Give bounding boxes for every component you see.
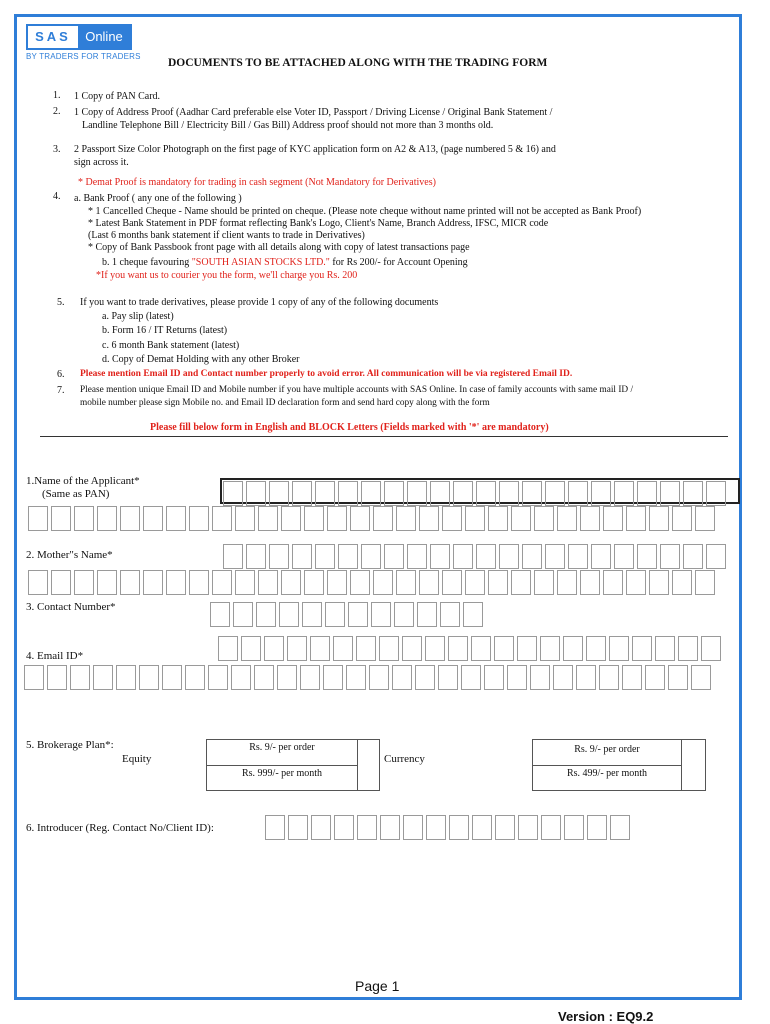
char-box[interactable]: [626, 570, 646, 595]
char-box[interactable]: [93, 665, 113, 690]
char-box[interactable]: [338, 544, 358, 569]
currency-plan-box: [532, 739, 706, 791]
char-box[interactable]: [384, 544, 404, 569]
char-box[interactable]: [120, 506, 140, 531]
char-box[interactable]: [660, 544, 680, 569]
char-box[interactable]: [369, 665, 389, 690]
char-box[interactable]: [269, 544, 289, 569]
char-box[interactable]: [511, 506, 531, 531]
doc-item-6: Please mention Email ID and Contact number properly to avoid error. All communication will be via registered Email ID.: [80, 369, 573, 379]
char-box[interactable]: [426, 815, 446, 840]
char-box[interactable]: [162, 665, 182, 690]
char-box[interactable]: [246, 481, 266, 506]
char-box[interactable]: [530, 665, 550, 690]
logo-online-text: Online: [78, 26, 130, 48]
char-box[interactable]: [264, 636, 284, 661]
mother-name-row2[interactable]: [28, 570, 718, 595]
form-version: Version : EQ9.2: [558, 1009, 654, 1024]
email-label: 4. Email ID*: [26, 650, 84, 662]
char-box[interactable]: [279, 602, 299, 627]
fill-instructions: Please fill below form in English and BLOCK Letters (Fields marked with '*' are mandatory): [150, 422, 549, 433]
char-box[interactable]: [511, 570, 531, 595]
char-box[interactable]: [534, 570, 554, 595]
char-box[interactable]: [28, 570, 48, 595]
char-box[interactable]: [557, 506, 577, 531]
char-box[interactable]: [407, 481, 427, 506]
char-box[interactable]: [218, 636, 238, 661]
char-box[interactable]: [258, 570, 278, 595]
char-box[interactable]: [315, 544, 335, 569]
char-box[interactable]: [603, 506, 623, 531]
char-box[interactable]: [120, 570, 140, 595]
char-box[interactable]: [472, 815, 492, 840]
char-box[interactable]: [325, 602, 345, 627]
char-box[interactable]: [380, 815, 400, 840]
doc-item-2-line1: 1 Copy of Address Proof (Aadhar Card preferable else Voter ID, Passport / Driving License / Original Bank Statement /: [74, 107, 553, 118]
char-box[interactable]: [672, 570, 692, 595]
char-box[interactable]: [47, 665, 67, 690]
char-box[interactable]: [223, 481, 243, 506]
divider: [40, 436, 728, 437]
doc-item-7-line2: mobile number please sign Mobile no. and Email ID declaration form and send hard copy along with the form: [80, 398, 490, 408]
char-box[interactable]: [348, 602, 368, 627]
cheque-payee: "SOUTH ASIAN STOCKS LTD.": [191, 257, 330, 268]
demat-proof-note: * Demat Proof is mandatory for trading in cash segment (Not Mandatory for Derivatives): [78, 177, 436, 188]
item-number: 6.: [57, 369, 65, 380]
equity-per-month-option[interactable]: Rs. 999/- per month: [242, 768, 322, 779]
mother-name-row1[interactable]: [223, 544, 729, 569]
char-box[interactable]: [649, 506, 669, 531]
char-box[interactable]: [576, 665, 596, 690]
char-box[interactable]: [223, 544, 243, 569]
char-box[interactable]: [660, 481, 680, 506]
char-box[interactable]: [678, 636, 698, 661]
char-box[interactable]: [28, 506, 48, 531]
char-box[interactable]: [361, 481, 381, 506]
char-box[interactable]: [189, 570, 209, 595]
char-box[interactable]: [292, 481, 312, 506]
doc-item-4-cheque: * 1 Cancelled Cheque - Name should be printed on cheque. (Please note cheque without name printed will not be accepted as Bank Proof): [88, 206, 642, 217]
char-box[interactable]: [461, 665, 481, 690]
currency-label: Currency: [384, 753, 425, 765]
char-box[interactable]: [235, 506, 255, 531]
char-box[interactable]: [440, 602, 460, 627]
char-box[interactable]: [379, 636, 399, 661]
char-box[interactable]: [417, 602, 437, 627]
char-box[interactable]: [396, 506, 416, 531]
char-box[interactable]: [415, 665, 435, 690]
char-box[interactable]: [534, 506, 554, 531]
email-row1[interactable]: [218, 636, 724, 661]
char-box[interactable]: [139, 665, 159, 690]
char-box[interactable]: [97, 570, 117, 595]
char-box[interactable]: [333, 636, 353, 661]
doc-item-5b: b. Form 16 / IT Returns (latest): [102, 325, 228, 336]
char-box[interactable]: [580, 570, 600, 595]
char-box[interactable]: [701, 636, 721, 661]
char-box[interactable]: [302, 602, 322, 627]
doc-item-5: If you want to trade derivatives, please provide 1 copy of any of the following documents: [80, 297, 439, 308]
char-box[interactable]: [695, 570, 715, 595]
doc-item-5a: a. Pay slip (latest): [102, 311, 174, 322]
doc-item-1: 1 Copy of PAN Card.: [74, 91, 161, 102]
char-box[interactable]: [356, 636, 376, 661]
doc-item-4b: [102, 256, 468, 269]
char-box[interactable]: [403, 815, 423, 840]
item-number: 7.: [57, 385, 65, 396]
equity-plan-box: [206, 739, 380, 791]
char-box[interactable]: [350, 570, 370, 595]
char-box[interactable]: [231, 665, 251, 690]
char-box[interactable]: [143, 570, 163, 595]
char-box[interactable]: [396, 570, 416, 595]
char-box[interactable]: [419, 506, 439, 531]
brokerage-plan-label: 5. Brokerage Plan*:: [26, 739, 114, 751]
char-box[interactable]: [357, 815, 377, 840]
char-box[interactable]: [476, 544, 496, 569]
char-box[interactable]: [683, 481, 703, 506]
applicant-name-row1[interactable]: [223, 481, 729, 506]
char-box[interactable]: [254, 665, 274, 690]
item-number: 2.: [53, 106, 61, 117]
char-box[interactable]: [327, 506, 347, 531]
char-box[interactable]: [453, 481, 473, 506]
char-box[interactable]: [246, 544, 266, 569]
page-title: DOCUMENTS TO BE ATTACHED ALONG WITH THE TRADING FORM: [168, 57, 548, 69]
char-box[interactable]: [212, 570, 232, 595]
char-box[interactable]: [371, 602, 391, 627]
char-box[interactable]: [614, 544, 634, 569]
char-box[interactable]: [300, 665, 320, 690]
introducer-label: 6. Introducer (Reg. Contact No/Client ID):: [26, 822, 214, 834]
char-box[interactable]: [563, 636, 583, 661]
char-box[interactable]: [453, 544, 473, 569]
char-box[interactable]: [74, 506, 94, 531]
char-box[interactable]: [185, 665, 205, 690]
char-box[interactable]: [517, 636, 537, 661]
item-number: 3.: [53, 144, 61, 155]
char-box[interactable]: [212, 506, 232, 531]
char-box[interactable]: [241, 636, 261, 661]
char-box[interactable]: [695, 506, 715, 531]
char-box[interactable]: [442, 506, 462, 531]
char-box[interactable]: [392, 665, 412, 690]
char-box[interactable]: [609, 636, 629, 661]
char-box[interactable]: [51, 506, 71, 531]
char-box[interactable]: [471, 636, 491, 661]
char-box[interactable]: [568, 544, 588, 569]
char-box[interactable]: [494, 636, 514, 661]
char-box[interactable]: [166, 506, 186, 531]
char-box[interactable]: [522, 481, 542, 506]
char-box[interactable]: [281, 570, 301, 595]
char-box[interactable]: [143, 506, 163, 531]
page-number: Page 1: [355, 978, 400, 994]
char-box[interactable]: [610, 815, 630, 840]
char-box[interactable]: [557, 570, 577, 595]
char-box[interactable]: [507, 665, 527, 690]
char-box[interactable]: [448, 636, 468, 661]
char-box[interactable]: [706, 544, 726, 569]
currency-tick-column: [681, 740, 682, 790]
char-box[interactable]: [637, 544, 657, 569]
char-box[interactable]: [310, 636, 330, 661]
char-box[interactable]: [311, 815, 331, 840]
char-box[interactable]: [258, 506, 278, 531]
item-number: 4.: [53, 191, 61, 202]
char-box[interactable]: [541, 815, 561, 840]
char-box[interactable]: [373, 506, 393, 531]
char-box[interactable]: [499, 544, 519, 569]
char-box[interactable]: [586, 636, 606, 661]
char-box[interactable]: [74, 570, 94, 595]
char-box[interactable]: [683, 544, 703, 569]
char-box[interactable]: [540, 636, 560, 661]
equity-tick-column: [357, 740, 358, 790]
doc-item-4-passbook: * Copy of Bank Passbook front page with all details along with copy of latest transactions page: [88, 242, 470, 253]
char-box[interactable]: [373, 570, 393, 595]
char-box[interactable]: [580, 506, 600, 531]
currency-divider: [533, 765, 681, 766]
char-box[interactable]: [281, 506, 301, 531]
applicant-name-sublabel: (Same as PAN): [42, 488, 110, 500]
char-box[interactable]: [350, 506, 370, 531]
char-box[interactable]: [346, 665, 366, 690]
char-box[interactable]: [402, 636, 422, 661]
currency-per-month-option[interactable]: Rs. 499/- per month: [567, 768, 647, 779]
contact-number-boxes[interactable]: [210, 602, 486, 627]
applicant-name-row2[interactable]: [28, 506, 718, 531]
char-box[interactable]: [465, 506, 485, 531]
char-box[interactable]: [24, 665, 44, 690]
char-box[interactable]: [304, 506, 324, 531]
char-box[interactable]: [614, 481, 634, 506]
introducer-boxes[interactable]: [265, 815, 633, 840]
char-box[interactable]: [208, 665, 228, 690]
char-box[interactable]: [488, 506, 508, 531]
char-box[interactable]: [449, 815, 469, 840]
char-box[interactable]: [484, 665, 504, 690]
char-box[interactable]: [442, 570, 462, 595]
char-box[interactable]: [438, 665, 458, 690]
char-box[interactable]: [495, 815, 515, 840]
char-box[interactable]: [287, 636, 307, 661]
char-box[interactable]: [323, 665, 343, 690]
sas-online-logo: [26, 24, 141, 61]
char-box[interactable]: [553, 665, 573, 690]
char-box[interactable]: [430, 481, 450, 506]
doc-item-2-line2: Landline Telephone Bill / Electricity Bill / Gas Bill) Address proof should not more than 3 months old.: [82, 120, 494, 131]
char-box[interactable]: [292, 544, 312, 569]
char-box[interactable]: [522, 544, 542, 569]
char-box[interactable]: [706, 481, 726, 506]
char-box[interactable]: [465, 570, 485, 595]
email-row2[interactable]: [24, 665, 714, 690]
char-box[interactable]: [463, 602, 483, 627]
doc-item-4b-post: for Rs 200/- for Account Opening: [329, 257, 468, 268]
char-box[interactable]: [70, 665, 90, 690]
char-box[interactable]: [166, 570, 186, 595]
doc-item-7-line1: Please mention unique Email ID and Mobile number if you have multiple accounts with SAS Online. In case of family accounts with same mail ID /: [80, 385, 634, 395]
char-box[interactable]: [334, 815, 354, 840]
char-box[interactable]: [394, 602, 414, 627]
char-box[interactable]: [425, 636, 445, 661]
char-box[interactable]: [304, 570, 324, 595]
char-box[interactable]: [327, 570, 347, 595]
logo-sas-text: SAS: [28, 26, 78, 48]
char-box[interactable]: [430, 544, 450, 569]
char-box[interactable]: [97, 506, 117, 531]
char-box[interactable]: [256, 602, 276, 627]
courier-charge-note: *If you want us to courier you the form, we'll charge you Rs. 200: [96, 270, 358, 281]
char-box[interactable]: [235, 570, 255, 595]
char-box[interactable]: [269, 481, 289, 506]
char-box[interactable]: [210, 602, 230, 627]
char-box[interactable]: [384, 481, 404, 506]
doc-item-5c: c. 6 month Bank statement (latest): [102, 340, 240, 351]
contact-number-label: 3. Contact Number*: [26, 601, 116, 613]
char-box[interactable]: [338, 481, 358, 506]
char-box[interactable]: [637, 481, 657, 506]
char-box[interactable]: [265, 815, 285, 840]
logo-tagline: BY TRADERS FOR TRADERS: [26, 52, 141, 61]
char-box[interactable]: [361, 544, 381, 569]
char-box[interactable]: [277, 665, 297, 690]
char-box[interactable]: [499, 481, 519, 506]
char-box[interactable]: [518, 815, 538, 840]
doc-item-4-statement-note: (Last 6 months bank statement if client wants to trade in Derivatives): [88, 230, 365, 241]
char-box[interactable]: [488, 570, 508, 595]
char-box[interactable]: [645, 665, 665, 690]
doc-item-4-statement: * Latest Bank Statement in PDF format reflecting Bank's Logo, Client's Name, Branch Address, IFSC, MICR code: [88, 218, 549, 229]
char-box[interactable]: [564, 815, 584, 840]
mother-name-label: 2. Mother"s Name*: [26, 549, 113, 561]
applicant-name-label: 1.Name of the Applicant*: [26, 475, 140, 487]
doc-item-3-line2: sign across it.: [74, 157, 129, 168]
char-box[interactable]: [632, 636, 652, 661]
char-box[interactable]: [655, 636, 675, 661]
char-box[interactable]: [419, 570, 439, 595]
char-box[interactable]: [476, 481, 496, 506]
char-box[interactable]: [591, 481, 611, 506]
char-box[interactable]: [315, 481, 335, 506]
doc-item-4b-pre: b. 1 cheque favouring: [102, 257, 192, 268]
char-box[interactable]: [668, 665, 688, 690]
item-number: 5.: [57, 297, 65, 308]
doc-item-3-line1: 2 Passport Size Color Photograph on the first page of KYC application form on A2 & A13, (page numbered 5 & 16) and: [74, 144, 556, 155]
equity-divider: [207, 765, 357, 766]
doc-item-5d: d. Copy of Demat Holding with any other Broker: [102, 354, 300, 365]
doc-item-4a: a. Bank Proof ( any one of the following ): [74, 193, 242, 204]
item-number: 1.: [53, 90, 61, 101]
char-box[interactable]: [407, 544, 427, 569]
currency-per-order-option[interactable]: Rs. 9/- per order: [574, 744, 640, 755]
char-box[interactable]: [545, 544, 565, 569]
char-box[interactable]: [545, 481, 565, 506]
equity-label: Equity: [122, 753, 152, 765]
char-box[interactable]: [51, 570, 71, 595]
char-box[interactable]: [116, 665, 136, 690]
char-box[interactable]: [599, 665, 619, 690]
equity-per-order-option[interactable]: Rs. 9/- per order: [249, 742, 315, 753]
char-box[interactable]: [568, 481, 588, 506]
char-box[interactable]: [233, 602, 253, 627]
char-box[interactable]: [189, 506, 209, 531]
char-box[interactable]: [603, 570, 623, 595]
char-box[interactable]: [691, 665, 711, 690]
char-box[interactable]: [591, 544, 611, 569]
char-box[interactable]: [587, 815, 607, 840]
char-box[interactable]: [672, 506, 692, 531]
char-box[interactable]: [649, 570, 669, 595]
char-box[interactable]: [288, 815, 308, 840]
char-box[interactable]: [622, 665, 642, 690]
char-box[interactable]: [626, 506, 646, 531]
